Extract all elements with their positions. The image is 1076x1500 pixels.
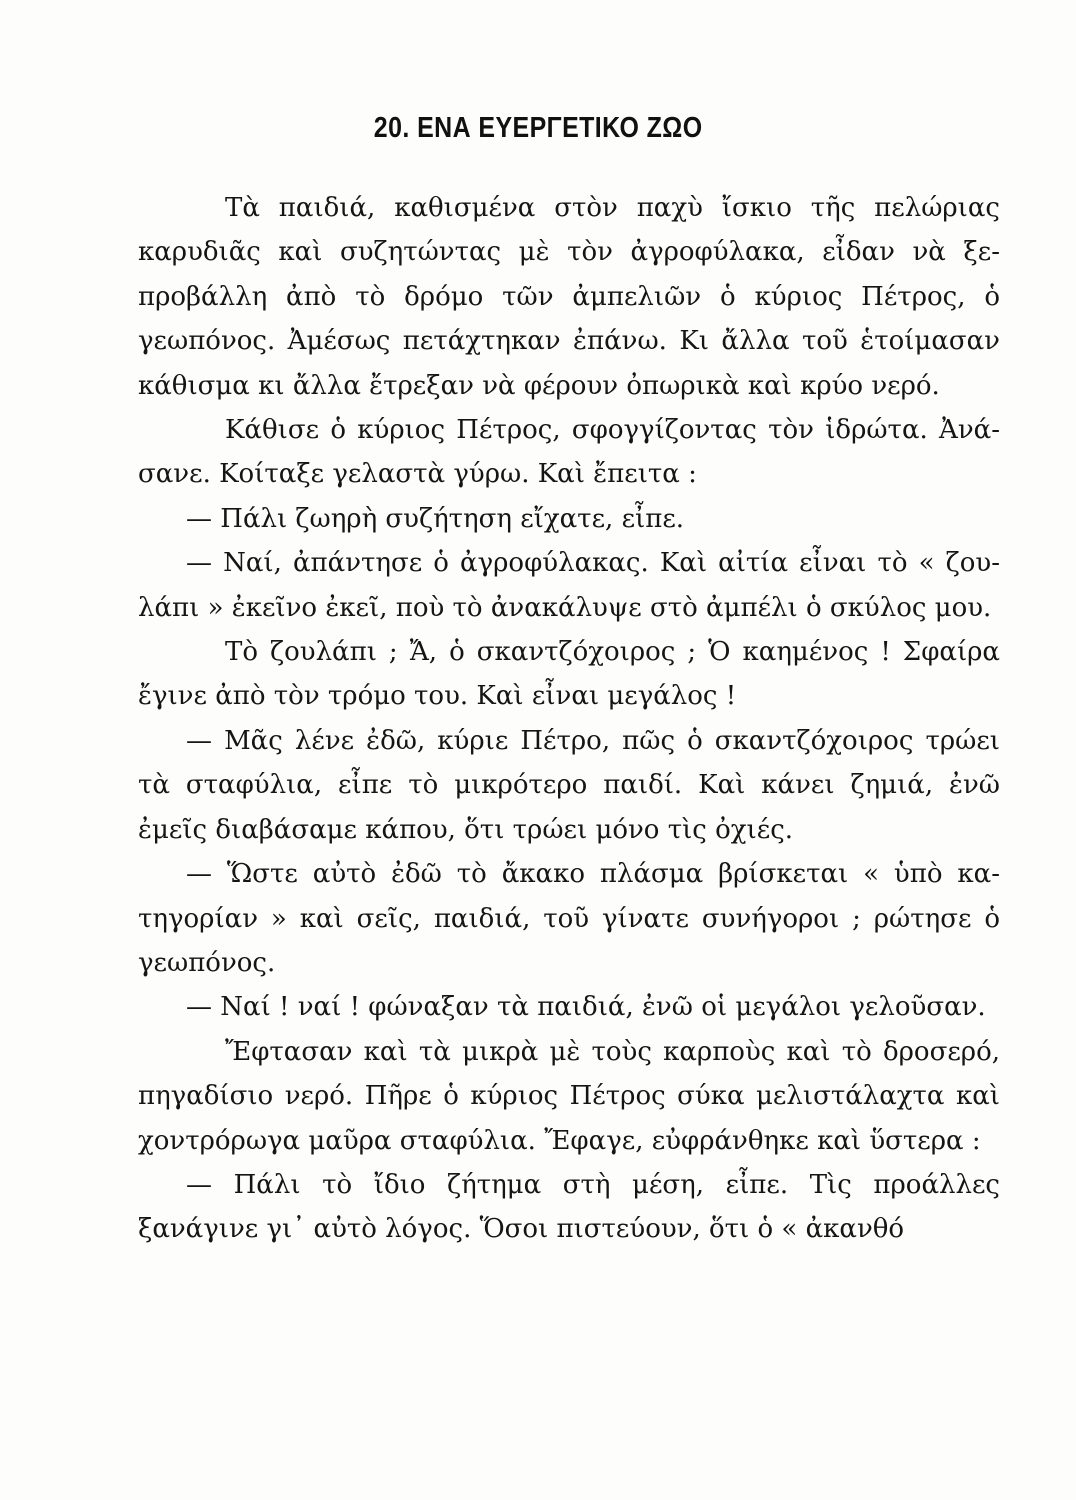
paragraph-9: Ἔφτασαν καὶ τὰ μικρὰ μὲ τοὺς καρποὺς καὶ τὸ δροσερό, πηγαδίσιο νερό. Πῆρε ὁ κύριος Πέτρος σύκα μελιστάλαχτα καὶ χοντρόρωγα μαῦρα σταφύλια. Ἔφαγε, εὐφράνθηκε καὶ ὕστερα : bbox=[138, 1036, 1000, 1156]
paragraph-8: — Ναί ! ναί ! φώναξαν τὰ παιδιά, ἐνῶ οἱ μεγάλοι γελοῦσαν. bbox=[186, 992, 986, 1023]
paragraph-1: Τὰ παιδιά, καθισμένα στὸν παχὺ ἴσκιο τῆς πελώριας καρυδιᾶς καὶ συζητώντας μὲ τὸν ἀγροφύλακα, εἶδαν νὰ ξεπροβάλλη ἀπὸ τὸ δρόμο τῶν ἀμπελιῶν ὁ κύριος Πέτρος, ὁ γεωπόνος. Ἀμέσως πετάχτηκαν ἐπάνω. Κι ἄλλα τοῦ ἑτοίμασαν κάθισμα κι ἄλλα ἔτρεξαν νὰ φέρουν ὀπωρικὰ καὶ κρύο νερό. bbox=[138, 193, 1000, 401]
paragraph-7: — Ὥστε αὐτὸ ἐδῶ τὸ ἄκακο πλάσμα βρίσκεται « ὑπὸ κατηγορίαν » καὶ σεῖς, παιδιά, τοῦ γίνατε συνήγοροι ; ρώτησε ὁ γεωπόνος. bbox=[138, 859, 1000, 978]
paragraph-4: — Ναί, ἀπάντησε ὁ ἀγροφύλακας. Καὶ αἰτία εἶναι τὸ « ζουλάπι » ἐκεῖνο ἐκεῖ, ποὺ τὸ ἀνακάλυψε στὸ ἀμπέλι ὁ σκύλος μου. bbox=[138, 548, 1000, 623]
paragraph-6: — Μᾶς λένε ἐδῶ, κύριε Πέτρο, πῶς ὁ σκαντζόχοιρος τρώει τὰ σταφύλια, εἶπε τὸ μικρότερο παιδί. Καὶ κάνει ζημιά, ἐνῶ ἐμεῖς διαβάσαμε κάπου, ὅτι τρώει μόνο τὶς ὀχιές. bbox=[138, 725, 1000, 845]
chapter-title bbox=[0, 112, 1076, 145]
chapter-title-text: 20. ΕΝΑ ΕΥΕΡΓΕΤΙΚΟ ΖΩΟ bbox=[373, 112, 703, 144]
paragraph-10: — Πάλι τὸ ἴδιο ζήτημα στὴ μέση, εἶπε. Τὶς προάλλες ξανάγινε γι᾽ αὐτὸ λόγος. Ὅσοι πιστεύουν, ὅτι ὁ « ἀκανθό bbox=[138, 1169, 1000, 1245]
paragraph-5: Τὸ ζουλάπι ; Ἄ, ὁ σκαντζόχοιρος ; Ὁ καημένος ! Σφαίρα ἔγινε ἀπὸ τὸν τρόμο του. Καὶ εἶναι μεγάλος ! bbox=[138, 637, 1000, 712]
paragraph-3: — Πάλι ζωηρὴ συζήτηση εἴχατε, εἶπε. bbox=[186, 503, 685, 534]
body-text bbox=[138, 186, 1000, 1252]
paragraph-2: Κάθισε ὁ κύριος Πέτρος, σφογγίζοντας τὸν ἱδρώτα. Ἀνάσανε. Κοίταξε γελαστὰ γύρω. Καὶ ἔπειτα : bbox=[138, 415, 1000, 490]
